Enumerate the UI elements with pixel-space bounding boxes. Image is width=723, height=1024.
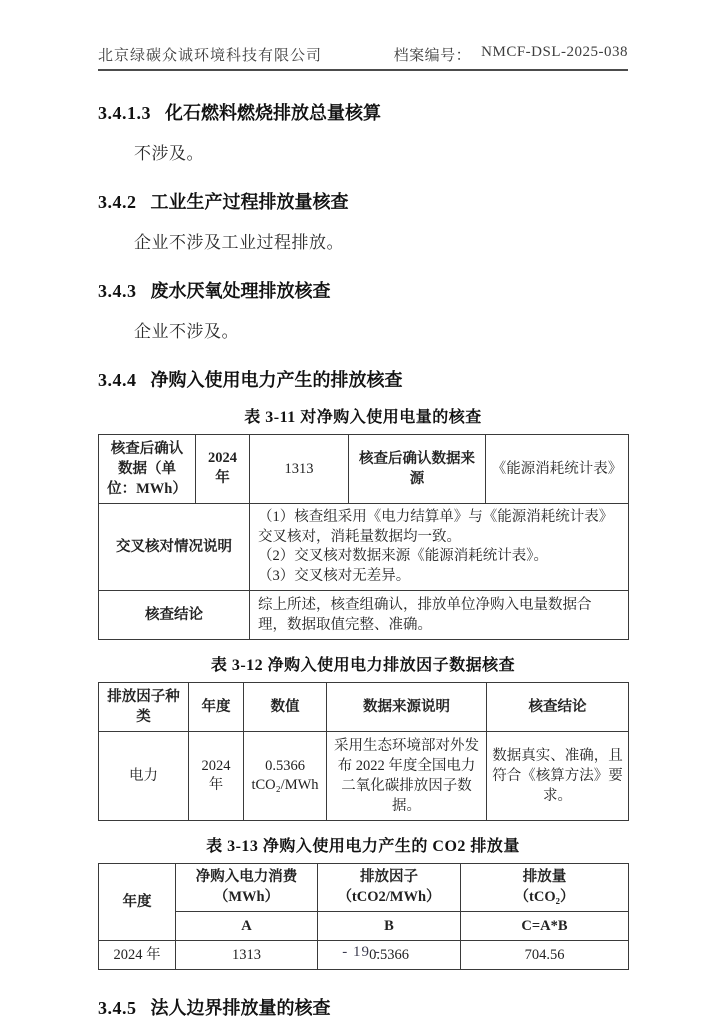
emission-header-label: 排放量 <box>522 869 567 886</box>
year-header-cell: 年度 <box>99 864 176 941</box>
heading-title: 化石燃料燃烧排放总量核算 <box>165 103 381 123</box>
factor-type-cell: 电力 <box>99 732 189 821</box>
year-value-cell: 2024 年 <box>99 941 176 970</box>
archive-number-label: 档案编号： <box>393 48 472 64</box>
formula-c-cell: C=A*B <box>461 912 629 941</box>
year-number: 2024 <box>201 757 231 774</box>
factor-value-cell: 0.5366 <box>318 941 461 970</box>
heading-number: 3.4.2 <box>98 192 137 212</box>
factor-value-cell <box>244 732 327 821</box>
consumption-header-label: 净购入电力消费 <box>195 869 298 886</box>
source-value-cell: 《能源消耗统计表》 <box>486 435 629 504</box>
heading-title: 净购入使用电力产生的排放核查 <box>150 370 403 390</box>
emission-header-cell <box>461 864 629 912</box>
table-header-row <box>99 683 629 732</box>
col-header-source: 数据来源说明 <box>327 683 487 732</box>
consumption-value-cell: 1313 <box>176 941 318 970</box>
page-number: - 19 - <box>342 944 381 960</box>
formula-a-cell: A <box>176 912 318 941</box>
confirmed-data-label-cell: 核查后确认数据（单位：MWh） <box>99 435 196 504</box>
paragraph: 企业不涉及。 <box>134 322 239 341</box>
table-row <box>99 591 629 640</box>
table-row <box>99 732 629 821</box>
formula-b-cell: B <box>318 912 461 941</box>
electricity-value-cell: 1313 <box>250 435 349 504</box>
year-unit: 年 <box>208 777 224 794</box>
heading-number: 3.4.5 <box>98 998 137 1019</box>
factor-value-unit: tCO₂/MWh <box>251 777 319 794</box>
heading-number: 3.4.4 <box>98 370 137 390</box>
heading-number: 3.4.1.3 <box>98 103 151 123</box>
factor-conclusion-cell: 数据真实、准确，且符合《核算方法》要求。 <box>487 732 629 821</box>
heading-3-4-5 <box>98 994 628 1020</box>
archive-number-value: NMCF-DSL-2025-038 <box>481 44 628 60</box>
year-cell <box>189 732 244 821</box>
cross-check-content-cell <box>250 504 629 591</box>
heading-3-4-1-3 <box>98 99 628 125</box>
table-formula-row <box>99 912 629 941</box>
table-row <box>99 435 629 504</box>
heading-3-4-4 <box>98 366 628 392</box>
paragraph: 不涉及。 <box>134 144 204 163</box>
consumption-header-cell <box>176 864 318 912</box>
cross-check-line-2: （2）交叉核对数据来源《能源消耗统计表》。 <box>258 548 548 565</box>
factor-header-cell <box>318 864 461 912</box>
cross-check-label-cell: 交叉核对情况说明 <box>99 504 250 591</box>
consumption-header-unit: （MWh） <box>213 888 280 905</box>
col-header-factor-type: 排放因子种类 <box>99 683 189 732</box>
paragraph: 企业不涉及工业过程排放。 <box>134 233 344 252</box>
col-header-value: 数值 <box>244 683 327 732</box>
col-header-conclusion: 核查结论 <box>487 683 629 732</box>
table-3-13-caption: 表 3-13 净购入使用电力产生的 CO2 排放量 <box>206 838 520 856</box>
emission-value-cell: 704.56 <box>461 941 629 970</box>
heading-title: 法人边界排放量的核查 <box>150 998 331 1019</box>
factor-header-unit: （tCO2/MWh） <box>337 888 441 905</box>
conclusion-content-cell: 综上所述，核查组确认，排放单位净购入电量数据合理，数据取值完整、准确。 <box>250 591 629 640</box>
heading-title: 工业生产过程排放量核查 <box>150 192 349 212</box>
page-header <box>98 44 628 71</box>
table-3-11-caption: 表 3-11 对净购入使用电量的核查 <box>244 409 482 426</box>
year-number: 2024 <box>208 450 237 467</box>
company-name: 北京绿碳众诚环境科技有限公司 <box>98 48 323 64</box>
year-unit: 年 <box>215 470 230 486</box>
source-label-cell: 核查后确认数据来源 <box>349 435 486 504</box>
heading-3-4-3 <box>98 277 628 303</box>
cross-check-line-3: （3）交叉核对无差异。 <box>258 567 411 584</box>
table-3-12 <box>98 682 629 821</box>
heading-title: 废水厌氧处理排放核查 <box>150 281 331 301</box>
cross-check-line-1: （1）核查组采用《电力结算单》与《能源消耗统计表》交叉核对，消耗量数据均一致。 <box>258 509 614 545</box>
factor-source-cell: 采用生态环境部对外发布 2022 年度全国电力二氧化碳排放因子数据。 <box>327 732 487 821</box>
table-3-11 <box>98 434 629 640</box>
factor-header-label: 排放因子 <box>360 869 418 886</box>
heading-3-4-2 <box>98 188 628 214</box>
conclusion-label-cell: 核查结论 <box>99 591 250 640</box>
table-3-12-caption: 表 3-12 净购入使用电力排放因子数据核查 <box>210 657 516 675</box>
table-header-row <box>99 864 629 912</box>
table-row <box>99 504 629 591</box>
heading-number: 3.4.3 <box>98 281 137 301</box>
emission-header-unit: （tCO₂） <box>514 888 575 905</box>
year-cell <box>196 435 250 504</box>
factor-value-number: 0.5366 <box>265 757 305 774</box>
col-header-year: 年度 <box>189 683 244 732</box>
archive-number <box>394 44 628 65</box>
